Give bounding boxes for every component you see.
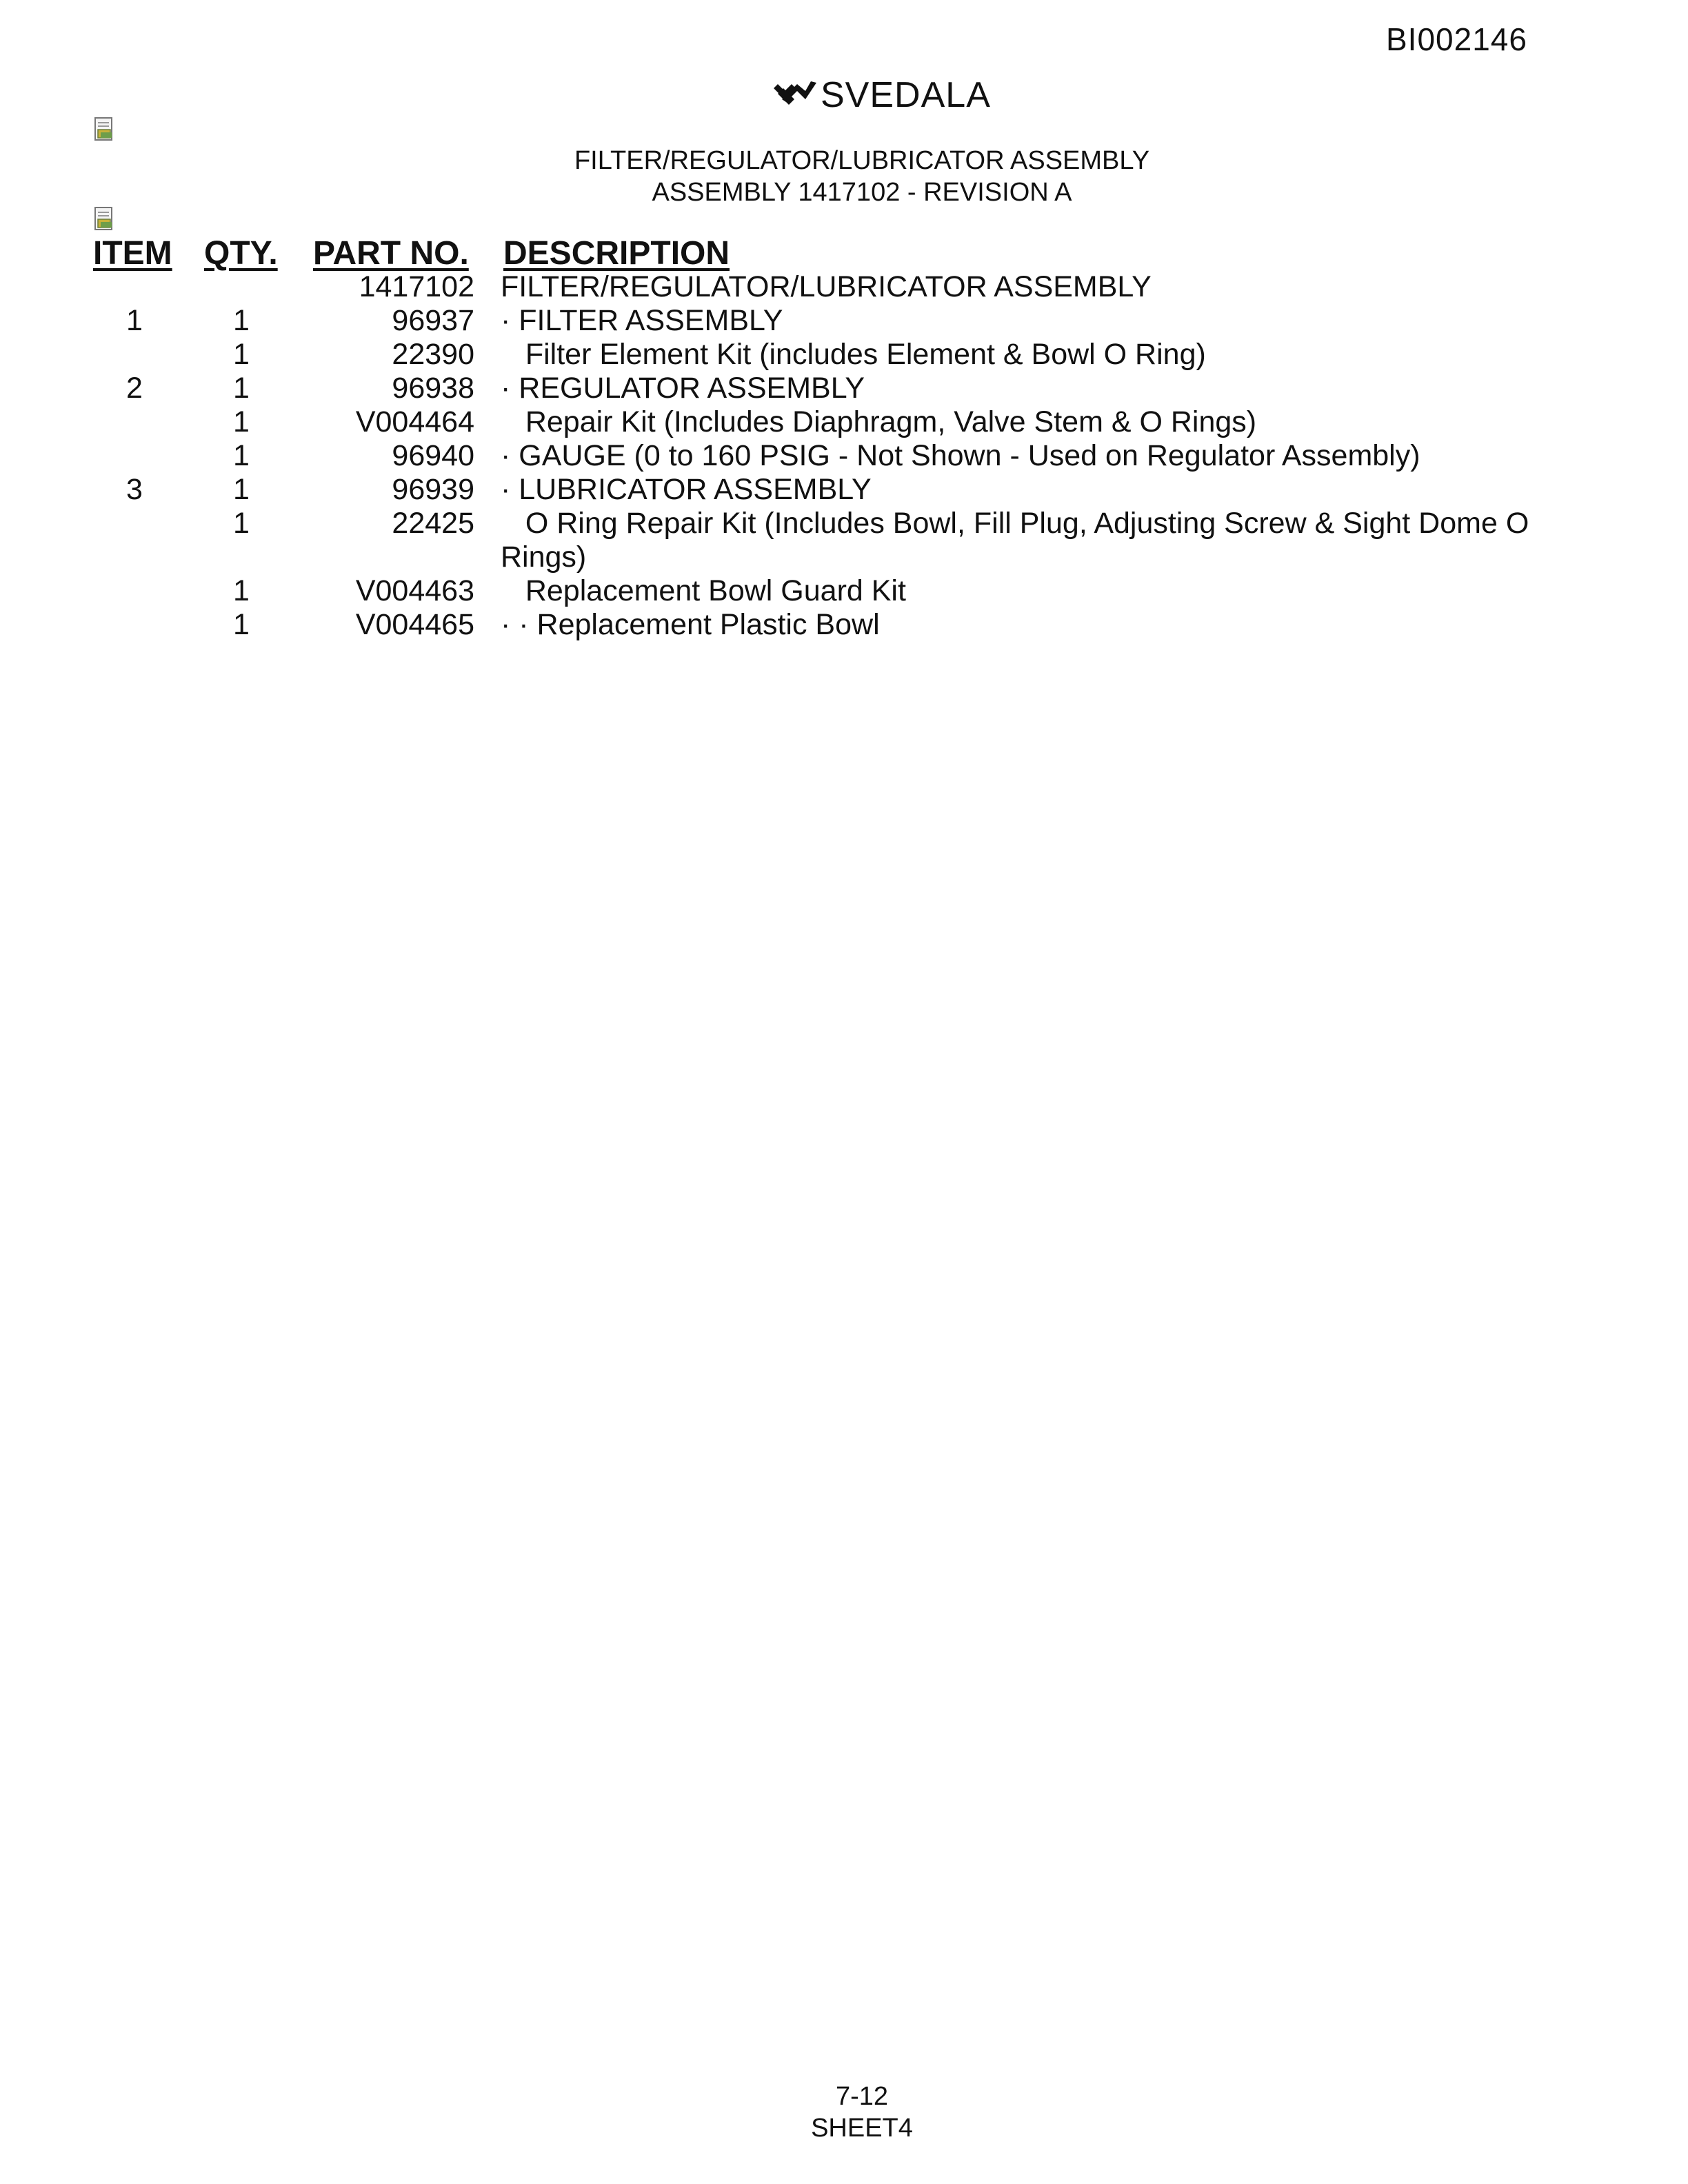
row-part-no: V004464 [355,405,474,438]
row-description: · REGULATOR ASSEMBLY [501,372,865,405]
document-icon[interactable] [91,116,119,143]
row-qty: 1 [233,439,250,472]
page-title: FILTER/REGULATOR/LUBRICATOR ASSEMBLY [574,146,1150,175]
row-description: Replacement Bowl Guard Kit [501,574,906,607]
row-description: FILTER/REGULATOR/LUBRICATOR ASSEMBLY [501,270,1152,303]
row-qty: 1 [233,473,250,506]
sheet-label: SHEET4 [811,2114,913,2143]
svedala-logo [771,74,992,116]
row-item: 3 [126,473,143,506]
row-description: Repair Kit (Includes Diaphragm, Valve Stem & O Rings) [501,405,1257,438]
column-header-part-no: PART NO. [313,235,469,272]
column-header-qty: QTY. [204,235,278,272]
row-item: 1 [126,304,143,337]
row-qty: 1 [233,608,250,641]
row-part-no: 96940 [392,439,474,472]
row-part-no: 22425 [392,507,474,540]
row-qty: 1 [233,574,250,607]
row-description: · · Replacement Plastic Bowl [501,608,880,641]
row-description: · FILTER ASSEMBLY [501,304,783,337]
document-icon[interactable] [91,205,119,233]
row-qty: 1 [233,338,250,371]
row-part-no: 96937 [392,304,474,337]
column-header-description: DESCRIPTION [503,235,730,272]
row-qty: 1 [233,304,250,337]
row-part-no: 96938 [392,372,474,405]
row-description: · GAUGE (0 to 160 PSIG - Not Shown - Used on Regulator Assembly) [501,439,1420,472]
logo-wordmark: SVEDALA [821,75,991,115]
row-part-no: 22390 [392,338,474,371]
document-id: BI002146 [1386,21,1527,57]
row-description: Filter Element Kit (includes Element & Bowl O Ring) [501,338,1206,371]
row-qty: 1 [233,507,250,540]
row-part-no: 96939 [392,473,474,506]
row-qty: 1 [233,372,250,405]
page-subtitle: ASSEMBLY 1417102 - REVISION A [652,178,1072,207]
row-part-no: 1417102 [359,270,474,303]
row-part-no: V004465 [355,608,474,641]
row-part-no: V004463 [355,574,474,607]
row-description: O Ring Repair Kit (Includes Bowl, Fill Plug, Adjusting Screw & Sight Dome O Rings) [501,507,1529,574]
page-number: 7-12 [835,2082,889,2111]
row-item: 2 [126,372,143,405]
row-qty: 1 [233,405,250,438]
column-header-item: ITEM [93,235,172,272]
row-description: · LUBRICATOR ASSEMBLY [501,473,872,506]
svedala-logo-mark-icon [771,79,819,113]
